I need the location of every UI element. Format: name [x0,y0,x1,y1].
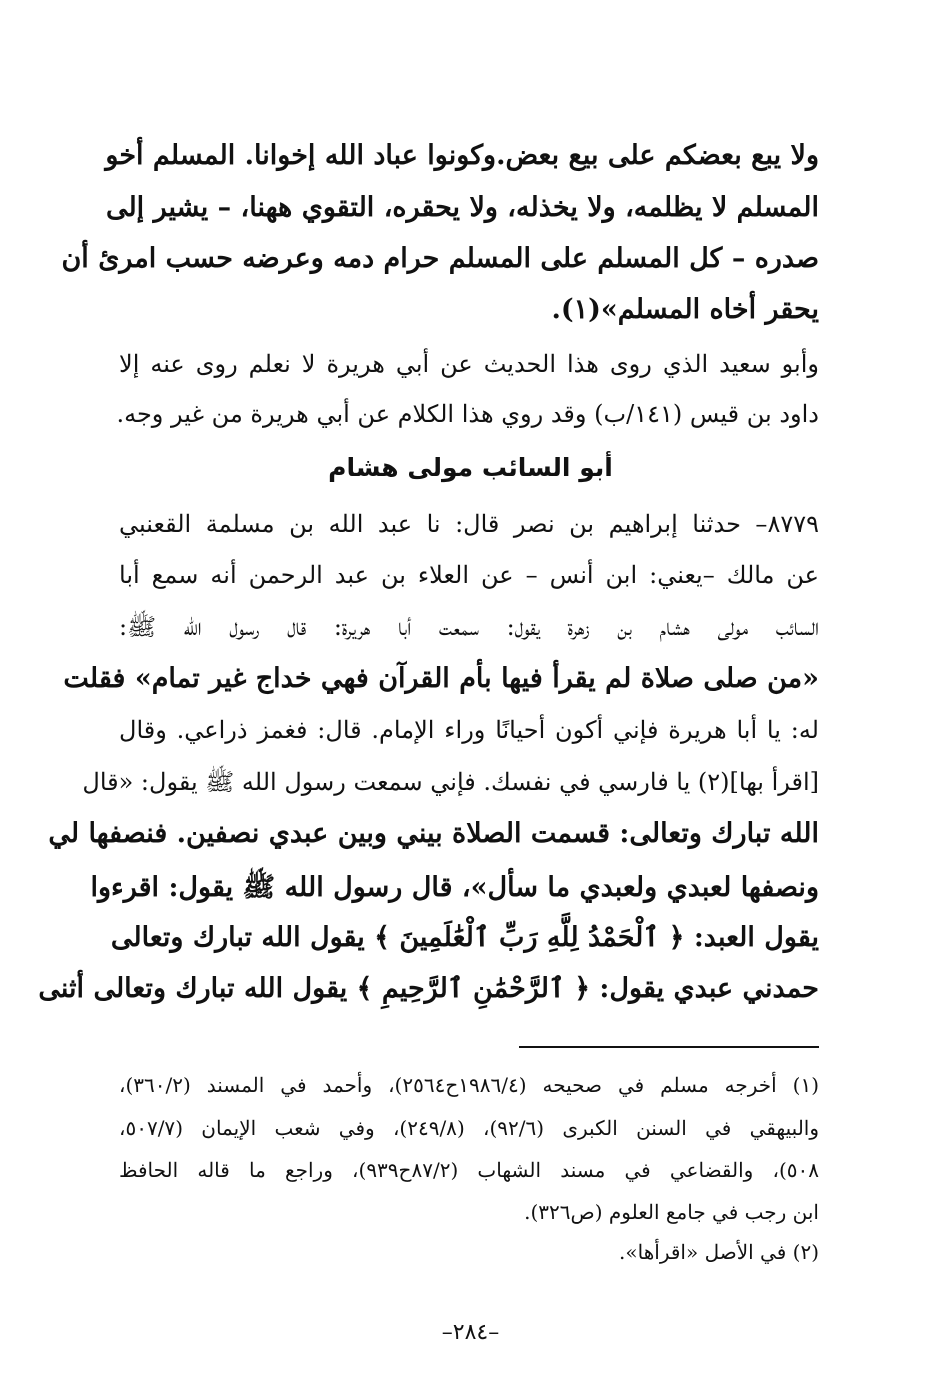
body-line-2: المسلم لا يظلمه، ولا يخذله، ولا يحقره، التقوي ههنا، – يشير إلى [105,192,819,223]
footnote-line-3: ٥٠٨)، والقضاعي في مسند الشهاب (٨٧/٢ح٩٣٩)، وراجع ما قاله الحافظ [119,1158,820,1182]
body-line-4: يحقر أخاه المسلم»(١). [551,294,819,325]
hadith-line-5: له: يا أبا هريرة فإني أكون أحيانًا وراء الإمام. قال: فغمز ذراعي. وقال [119,716,819,744]
hadith-line-4: «من صلى صلاة لم يقرأ فيها بأم القرآن فهي خداج غير تمام» فقلت [63,663,819,694]
footnote-separator [519,1046,819,1048]
footnote-line-4: ابن رجب في جامع العلوم (ص٣٢٦). [524,1200,819,1224]
footnote-line-1: (١) أخرجه مسلم في صحيحه (١٩٨٦/٤ح٢٥٦٤)، وأحمد في المسند (٣٦٠/٢)، [119,1073,819,1097]
body-line-1: ولا يبع بعضكم على بيع بعض.وكونوا عباد الله إخوانا. المسلم أخو [105,140,819,171]
hadith-line-6: [اقرأ بها](٢) يا فارسي في نفسك. فإني سمعت رسول الله ﷺ يقول: «قال [82,768,819,796]
hadith-line-8: ونصفها لعبدي ولعبدي ما سأل»، قال رسول الله ﷺ يقول: اقرءوا [90,872,819,903]
page-number: –٢٨٤– [441,1320,500,1345]
hadith-line-10: حمدني عبدي يقول: ﴿ ٱلرَّحْمَٰنِ ٱلرَّحِيمِ ﴾ يقول الله تبارك وتعالى أثنى [38,973,819,1004]
hadith-line-7: الله تبارك وتعالى: قسمت الصلاة بيني وبين عبدي نصفين. فنصفها لي [48,818,819,849]
footnote-line-5: (٢) في الأصل «اقرأها». [619,1240,819,1264]
footnote-line-2: والبيهقي في السنن الكبرى (٩٢/٦)، (٢٤٩/٨)، وفي شعب الإيمان (٥٠٧/٧، [119,1116,820,1140]
hadith-line-9: يقول العبد: ﴿ ٱلْحَمْدُ لِلَّهِ رَبِّ ٱلْعَٰلَمِينَ ﴾ يقول الله تبارك وتعالى [110,922,819,953]
hadith-line-3: السائب مولى هشام بن زهرة يقول: سمعت أبا هريرة: قال رسول الله ﷺ: [119,613,819,641]
hadith-line-1: ٨٧٧٩– حدثنا إبراهيم بن نصر قال: نا عبد الله بن مسلمة القعنبي [119,510,819,538]
body-line-3: صدره – كل المسلم على المسلم حرام دمه وعرضه حسب امرئ أن [61,243,819,274]
section-heading: أبو السائب مولى هشام [328,453,613,482]
hadith-line-2: عن مالك –يعني: ابن أنس – عن العلاء بن عبد الرحمن أنه سمع أبا [119,561,819,589]
commentary-line-2: داود بن قيس (١٤١/ب) وقد روي هذا الكلام عن أبي هريرة من غير وجه. [116,400,819,428]
commentary-line-1: وأبو سعيد الذي روى هذا الحديث عن أبي هريرة لا نعلم روى عنه إلا [119,350,819,378]
